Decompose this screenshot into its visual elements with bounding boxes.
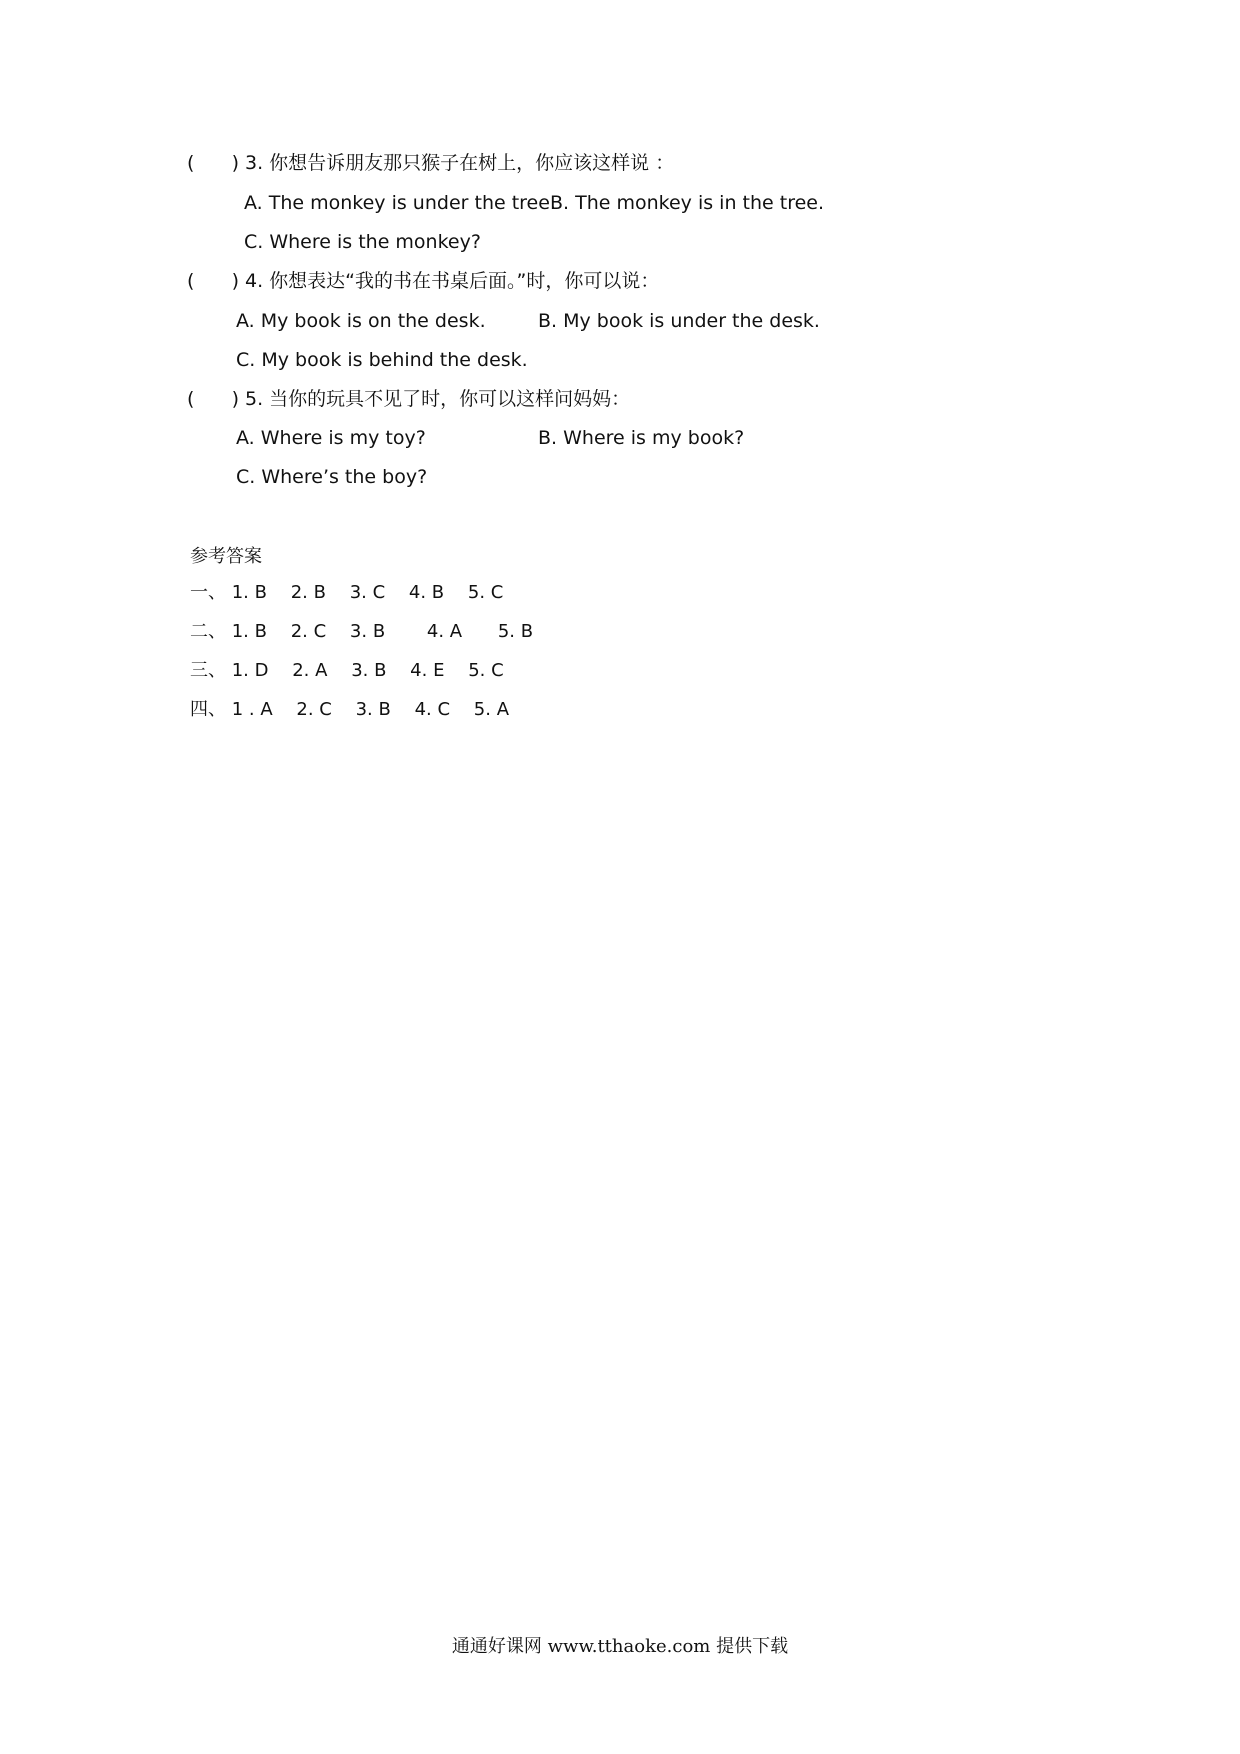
answer-item: 2. C (290, 621, 327, 642)
question-stem: 4. 你想表达“我的书在书桌后面。”时，你可以说： (245, 270, 660, 292)
paren-open: ( (187, 270, 195, 292)
answer-item: 1. B (231, 582, 267, 603)
section-number: 四、 (190, 699, 226, 720)
answer-item: 1. B (231, 621, 267, 642)
answer-item: 4. E (410, 660, 445, 681)
option-b: B. My book is under the desk. (538, 310, 820, 332)
answer-key-title: 参考答案 (190, 546, 262, 567)
paren-open: ( (187, 388, 195, 410)
answer-item: 3. B (351, 660, 387, 681)
answer-row-2 (190, 619, 551, 645)
option-b: B. Where is my book? (538, 427, 745, 449)
section-number: 一、 (190, 582, 226, 603)
answer-item: 5. C (467, 582, 504, 603)
option-c: C. My book is behind the desk. (236, 349, 528, 371)
answer-item: 4. A (426, 621, 463, 642)
answer-item: 3. B (349, 621, 386, 642)
answer-row-4 (190, 697, 527, 723)
answer-item: 3. B (355, 699, 391, 720)
answer-item: 5. A (473, 699, 510, 720)
option-c: C. Where is the monkey? (244, 231, 481, 253)
page-footer: 通通好课网 www.tthaoke.com 提供下载 (451, 1636, 789, 1657)
answer-item: 3. C (349, 582, 386, 603)
answer-item: 5. C (468, 660, 504, 681)
answer-blank (187, 150, 239, 176)
question-stem: 3. 你想告诉朋友那只猴子在树上，你应该这样说 ： (245, 152, 675, 174)
option-a: A. Where is my toy? (236, 427, 426, 449)
answer-blank (187, 386, 239, 412)
answer-item: 5. B (497, 621, 534, 642)
answer-item: 1 . A (231, 699, 273, 720)
option-b: B. The monkey is in the tree. (550, 192, 825, 214)
paren-open: ( (187, 152, 195, 174)
answer-item: 2. A (292, 660, 328, 681)
section-number: 二、 (190, 621, 226, 642)
answer-item: 2. B (290, 582, 326, 603)
question-stem: 5. 当你的玩具不见了时，你可以这样问妈妈： (245, 388, 631, 410)
section-number: 三、 (190, 660, 226, 681)
paren-close: ) (231, 270, 239, 292)
answer-row-1 (190, 580, 521, 606)
option-a: A. The monkey is under the tree. (244, 192, 556, 214)
answer-item: 4. C (414, 699, 451, 720)
answer-blank (187, 268, 239, 294)
paren-close: ) (231, 152, 239, 174)
answer-item: 4. B (408, 582, 445, 603)
answer-item: 1. D (231, 660, 269, 681)
option-a: A. My book is on the desk. (236, 310, 486, 332)
answer-row-3 (190, 658, 522, 684)
paren-close: ) (231, 388, 239, 410)
answer-item: 2. C (296, 699, 332, 720)
option-c: C. Where’s the boy? (236, 466, 428, 488)
